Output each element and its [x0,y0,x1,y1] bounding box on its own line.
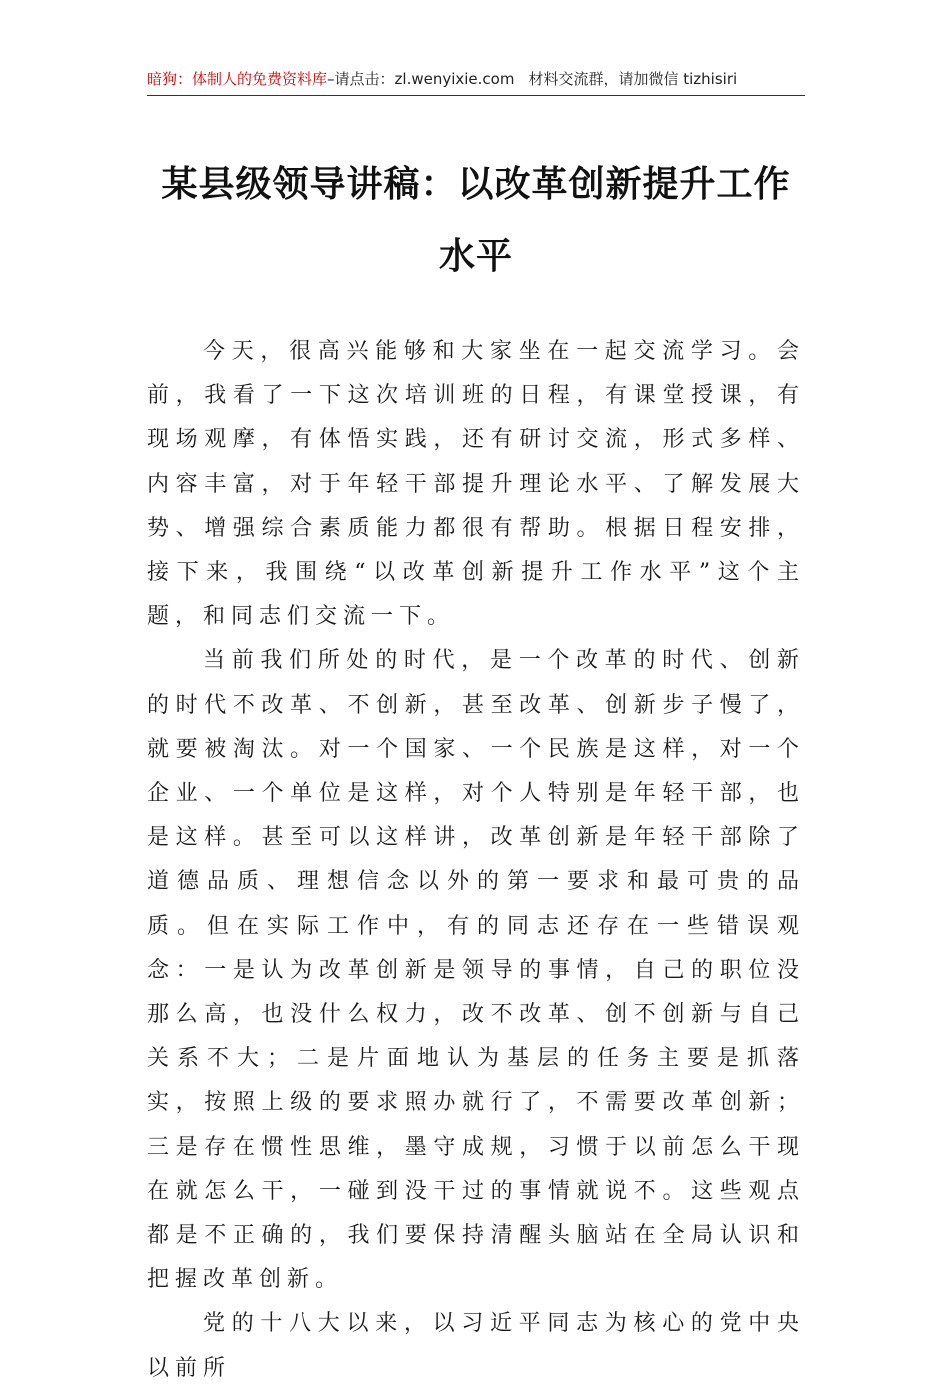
paragraph-1: 今天，很高兴能够和大家坐在一起交流学习。会前，我看了一下这次培训班的日程，有课堂授课，有现场观摩，有体悟实践，还有研讨交流，形式多样、内容丰富，对于年轻干部提升理论水平、了解发展大势、增强综合素质能力都很有帮助。根据日程安排，接下来，我围绕“以改革创新提升工作水平”这个主题，和同志们交流一下。 [147,339,805,630]
header-divider [147,95,805,96]
document-body [147,330,805,1391]
header-group-note: 材料交流群，请加微信 tizhisiri [528,70,738,88]
header-brand: 暗狗：体制人的免费资料库 [147,70,328,88]
paragraph-2: 当前我们所处的时代，是一个改革的时代、创新的时代不改革、不创新，甚至改革、创新步子慢了，就要被淘汰。对一个国家、一个民族是这样，对一个企业、一个单位是这样，对个人特别是年轻干部，也是这样。甚至可以这样讲，改革创新是年轻干部除了道德品质、理想信念以外的第一要求和最可贵的品质。但在实际工作中，有的同志还存在一些错误观念：一是认为改革创新是领导的事情，自己的职位没那么高，也没什么权力，改不改革、创不创新与自己关系不大；二是片面地认为基层的任务主要是抓落实，按照上级的要求照办就行了，不需要改革创新；三是存在惯性思维，墨守成规，习惯于以前怎么干现在就怎么干，一碰到没干过的事情就说不。这些观点都是不正确的，我们要保持清醒头脑站在全局认识和把握改革创新。 [147,648,805,1293]
header-url-link[interactable]: zl.wenyixie.com [394,70,515,88]
header-click-prompt: –请点击： [327,70,395,88]
paragraph-3: 党的十八大以来，以习近平同志为核心的党中央以前所 [147,1311,805,1381]
document-title: 某县级领导讲稿：以改革创新提升工作水平 [161,163,791,277]
page-header [147,62,805,96]
